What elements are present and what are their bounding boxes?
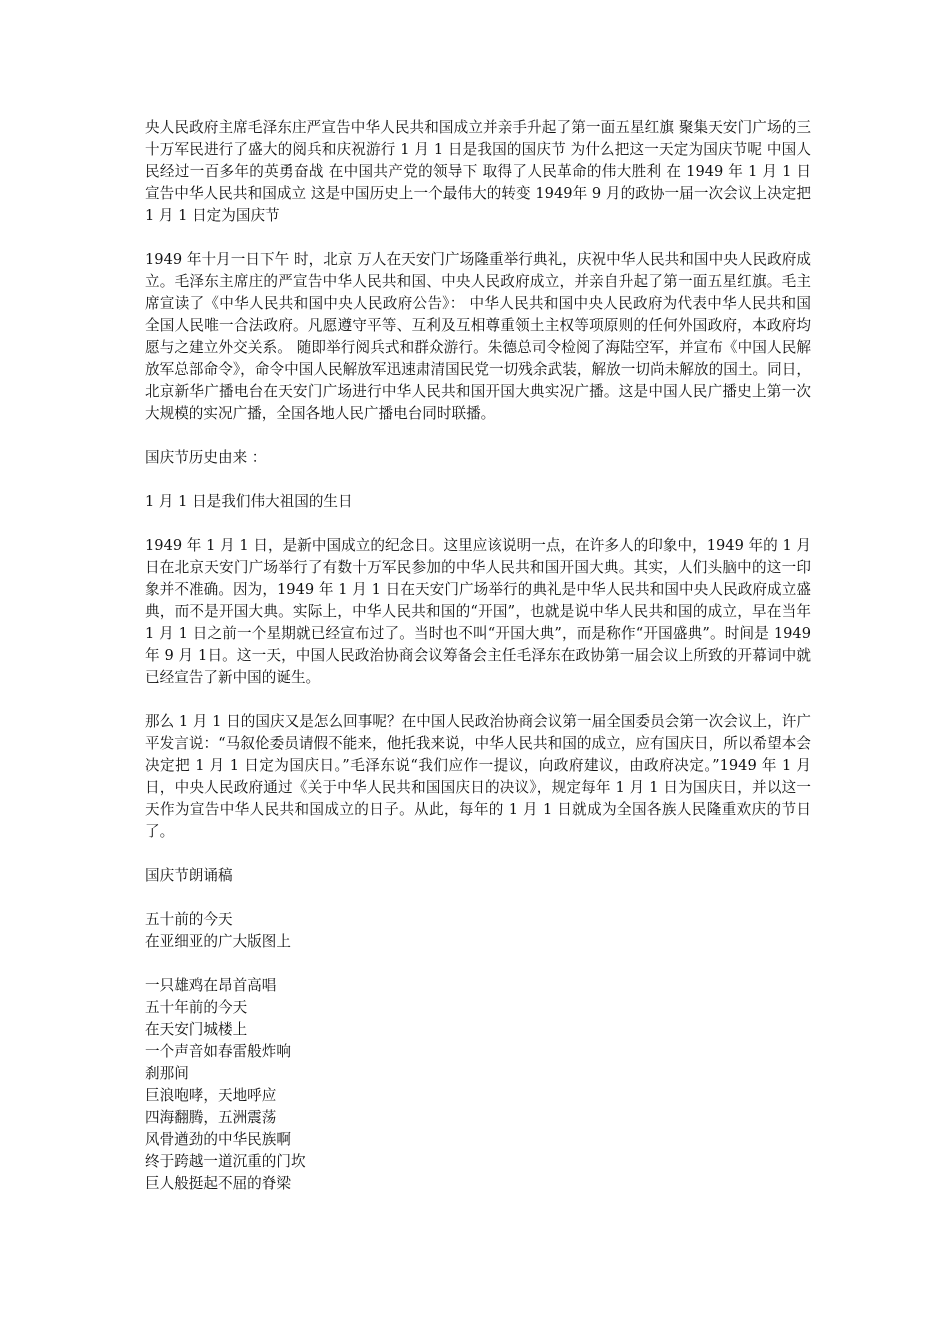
poem-line: 刹那间 xyxy=(145,1065,189,1082)
poem-line: 在亚细亚的广大版图上 xyxy=(145,933,291,950)
poem-line: 终于跨越一道沉重的门坎 xyxy=(145,1153,306,1170)
history-heading: 国庆节历史由来 ： xyxy=(145,449,267,466)
ceremony-paragraph: 1949 年十月一日下午 时，北京 万人在天安门广场隆重举行典礼，庆祝中华人民共和国中央人民政府成立。毛泽东主席庄的严宣告中华人民共和国、中央人民政府成立，并亲自升起了第一面五星红旗。毛主席宣读了《中华人民共和国中央人民政府公告》： 中华人民共和国中央人民政府为代表中华人民共和国全国人民唯一合法政府。凡愿遵守平等、互利及互相尊重领土主权等项原则的任何外国政府，本政府均愿与之建立外交关系。 随即举行阅兵式和群众游行。朱德总司令检阅了海陆空军，并宣布《中国人民解放军总部命令》，命令中国人民解放军迅速肃清国民党一切残余武装，解放一切尚未解放的国土。同日，北京新华广播电台在天安门广场进行中华人民共和国开国大典实况广播。这是中国人民广播史上第一次大规模的实况广播，全国各地人民广播电台同时联播。 xyxy=(145,251,811,422)
poem xyxy=(145,909,811,1195)
founding-paragraph: 1949 年 1 月 1 日，是新中国成立的纪念日。这里应该说明一点，在许多人的印象中，1949 年的 1 月 日在北京天安门广场举行了有数十万军民参加的中华人民共和国开国大典。其实，人们头脑中的这一印象并不准确。因为，1949 年 1 月 1 日在天安门广场举行的典礼是中华人民共和国中央人民政府成立盛典，而不是开国大典。实际上，中华人民共和国的“开国”，也就是说中华人民共和国的成立，早在当年 1 月 1 日之前一个星期就已经宣布过了。当时也不叫“开国大典”，而是称作“开国盛典”。时间是 1949 年 9 月 1日。这一天，中国人民政治协商会议筹备会主任毛泽东在政协第一届会议上所致的开幕词中就已经宣告了新中国的诞生。 xyxy=(145,537,811,686)
poem-line: 一个声音如春雷般炸响 xyxy=(145,1043,291,1060)
poem-line: 四海翻腾，五洲震荡 xyxy=(145,1109,277,1126)
poem-stanza-gap xyxy=(145,953,811,975)
poem-line: 五十年前的今天 xyxy=(145,999,248,1016)
poem-line: 一只雄鸡在昂首高唱 xyxy=(145,977,277,994)
poem-line: 五十前的今天 xyxy=(145,911,233,928)
intro-paragraph: 央人民政府主席毛泽东庄严宣告中华人民共和国成立并亲手升起了第一面五星红旗 聚集天安门广场的三十万军民进行了盛大的阅兵和庆祝游行 1 月 1 日是我国的国庆节 为什么把这一天定为国庆节呢 中国人民经过一百多年的英勇奋战 在中国共产党的领导下 取得了人民革命的伟大胜利 在 1949 年 1 月 1 日宣告中华人民共和国成立 这是中国历史上一个最伟大的转变 1949年 9 月的政协一届一次会议上决定把 1 月 1 日定为国庆节 xyxy=(145,119,812,224)
poem-line: 在天安门城楼上 xyxy=(145,1021,248,1038)
document-body xyxy=(145,117,811,1217)
poem-line: 巨浪咆哮，天地呼应 xyxy=(145,1087,277,1104)
poem-line: 巨人般挺起不屈的脊梁 xyxy=(145,1175,291,1192)
poem-line: 风骨遒劲的中华民族啊 xyxy=(145,1131,291,1148)
national-day-paragraph: 那么 1 月 1 日的国庆又是怎么回事呢？在中国人民政治协商会议第一届全国委员会第一次会议上，许广平发言说：“马叙伦委员请假不能来，他托我来说，中华人民共和国的成立，应有国庆日，所以希望本会决定把 1 月 1 日定为国庆日。”毛泽东说“我们应作一提议，向政府建议，由政府决定。”1949 年 1 月 日，中央人民政府通过《关于中华人民共和国国庆日的决议》，规定每年 1 月 1 日为国庆日，并以这一天作为宣告中华人民共和国成立的日子。从此，每年的 1 月 1 日就成为全国各族人民隆重欢庆的节日了。 xyxy=(145,713,811,840)
birthday-heading: 1 月 1 日是我们伟大祖国的生日 xyxy=(145,493,353,510)
recitation-heading: 国庆节朗诵稿 xyxy=(145,867,233,884)
